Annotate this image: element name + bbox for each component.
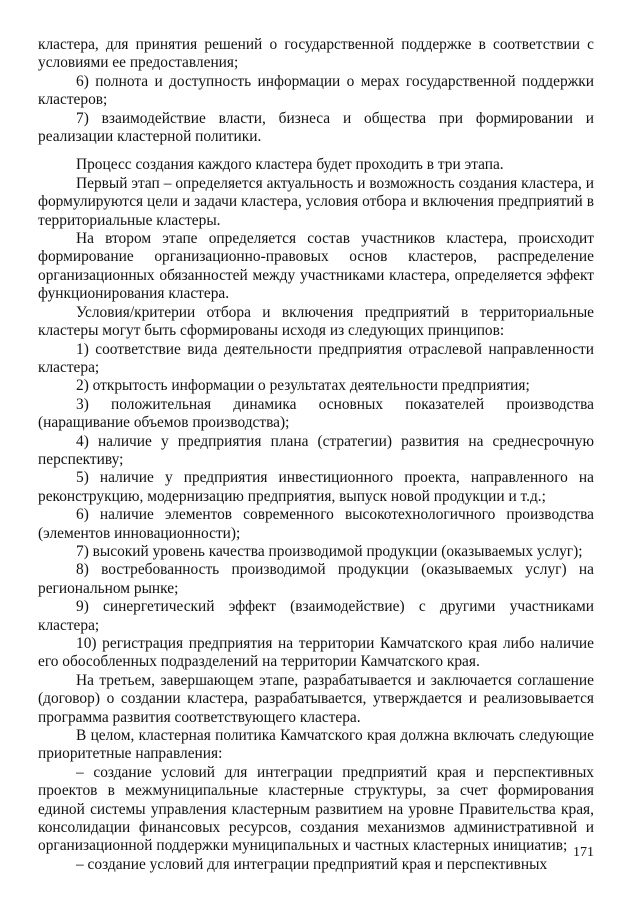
- document-body: [38, 36, 594, 874]
- criteria-item-9: 9) синергетический эффект (взаимодействие) с другими участниками кластера;: [38, 598, 594, 634]
- page-number: 171: [573, 845, 594, 860]
- criteria-item-6: 6) наличие элементов современного высокотехнологичного производства (элементов инновационности);: [38, 506, 594, 542]
- criteria-item-10: 10) регистрация предприятия на территории Камчатского края либо наличие его обособленных подразделений на территории Камчатского края.: [38, 635, 594, 671]
- paragraph-stage-1: Первый этап – определяется актуальность и возможность создания кластера, и формулируются цели и задачи кластера, условия отбора и включения предприятий в территориальные кластеры.: [38, 174, 594, 229]
- paragraph-policy-intro: В целом, кластерная политика Камчатского края должна включать следующие приоритетные направления:: [38, 727, 594, 763]
- paragraph-item-7: 7) взаимодействие власти, бизнеса и общества при формировании и реализации кластерной политики.: [38, 109, 594, 146]
- paragraph-item-6: 6) полнота и доступность информации о мерах государственной поддержки кластеров;: [38, 72, 594, 109]
- policy-item-2: – создание условий для интеграции предприятий края и перспективных: [76, 855, 548, 873]
- paragraph-process: Процесс создания каждого кластера будет проходить в три этапа.: [76, 156, 504, 174]
- paragraph-stage-3: На третьем, завершающем этапе, разрабатывается и заключается соглашение (договор) о создании кластера, разрабатывается, утверждается и реализовывается программа развития соответствующего кластера.: [38, 671, 594, 726]
- criteria-item-3: 3) положительная динамика основных показателей производства (наращивание объемов производства);: [38, 395, 594, 432]
- paragraph-stage-2: На втором этапе определяется состав участников кластера, происходит формирование организационно-правовых основ кластеров, распределение организационных обязанностей между участниками кластера, определяется эффект функционирования кластера.: [38, 230, 594, 303]
- criteria-item-4: 4) наличие у предприятия плана (стратегии) развития на среднесрочную перспективу;: [38, 432, 594, 468]
- paragraph-continuation: кластера, для принятия решений о государственной поддержке в соответствии с условиями ее предоставления;: [38, 36, 594, 72]
- policy-item-1: – создание условий для интеграции предприятий края и перспективных проектов в межмуниципальные кластерные структуры, за счет формирования единой системы управления кластерным развитием на уровне Правительства края, консолидации финансовых ресурсов, создания механизмов административной и организационной поддержки муниципальных и частных кластерных инициатив;: [38, 763, 594, 855]
- criteria-item-2: 2) открытость информации о результатах деятельности предприятия;: [76, 377, 530, 395]
- criteria-item-5: 5) наличие у предприятия инвестиционного проекта, направленного на реконструкцию, модернизацию предприятия, выпуск новой продукции и т.д.;: [38, 469, 594, 505]
- criteria-item-7: 7) высокий уровень качества производимой продукции (оказываемых услуг);: [76, 542, 583, 560]
- criteria-item-1: 1) соответствие вида деятельности предприятия отраслевой направленности кластера;: [38, 340, 594, 376]
- paragraph-criteria-intro: Условия/критерии отбора и включения предприятий в территориальные кластеры могут быть сформированы исходя из следующих принципов:: [38, 303, 594, 340]
- criteria-item-8: 8) востребованность производимой продукции (оказываемых услуг) на региональном рынке;: [38, 561, 594, 597]
